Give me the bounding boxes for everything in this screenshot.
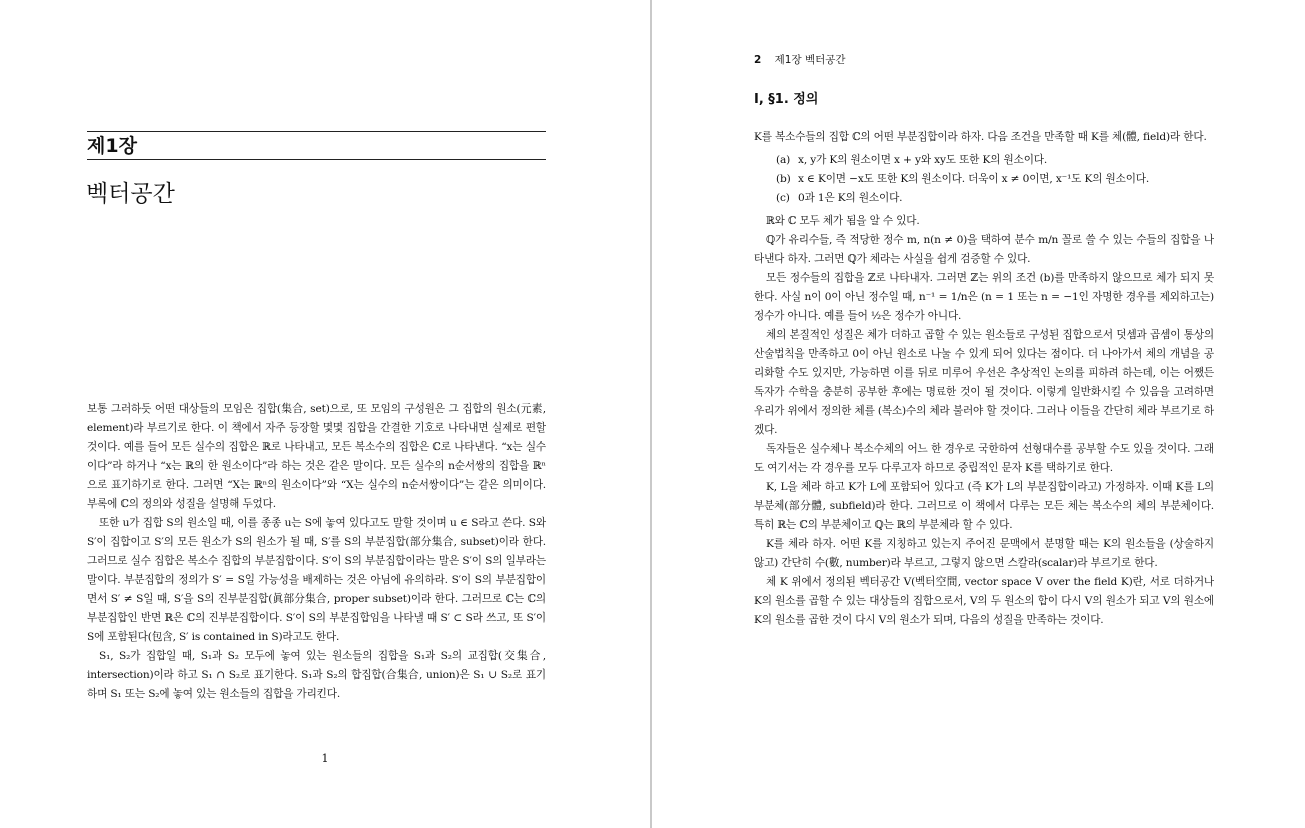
condition-text: x ∈ K이면 −x도 또한 K의 원소이다. 더욱이 x ≠ 0이면, x⁻¹도 K의 원소이다. bbox=[798, 173, 1150, 185]
page-number: 1 bbox=[321, 752, 329, 765]
paragraph: K, L을 체라 하고 K가 L에 포함되어 있다고 (즉 K가 L의 부분집합이라고) 가정하자. 이때 K를 L의 부분체(部分體, subfield)라 한다. 그러므로 이 책에서 다루는 모든 체는 복소수의 체의 부분체이다. 특히 ℝ는 ℂ의 부분체이고 ℚ는 ℝ의 부분체라 할 수 있다. bbox=[754, 481, 1214, 531]
condition-text: x, y가 K의 원소이면 x + y와 xy도 또한 K의 원소이다. bbox=[798, 154, 1048, 166]
paragraph: ℝ와 ℂ 모두 체가 됨을 알 수 있다. bbox=[766, 215, 920, 227]
section-heading: I, §1. 정의 bbox=[754, 92, 819, 107]
chapter-number: 제1장 bbox=[87, 135, 137, 157]
paragraph: 또한 u가 집합 S의 원소일 때, 이를 종종 u는 S에 놓여 있다고도 말할 것이며 u ∈ S라고 쓴다. S와 S′이 집합이고 S′의 모든 원소가 S의 원소가 될 때, S′를 S의 부분집합(部分集合, subset)이라 한다. 그러므로 실수 집합은 복소수 집합의 부분집합이다. S′이 S의 부분집합이라는 말은 S′이 S의 일부라는 말이다. 부분집합의 정의가 S′ = S일 가능성을 배제하는 것은 아님에 유의하라. S′이 S의 부분집합이면서 S′ ≠ S일 때, S′을 S의 진부분집합(眞部分集合, proper subset)이라 한다. 그러므로 ℂ는 ℂ의 부분집합인 반면 ℝ은 ℂ의 진부분집합이다. S′이 S의 부분집합임을 나타낼 때 S′ ⊂ S라 쓰고, 또 S′이 S에 포함된다(包含, S′ is contained in S)라고도 한다. bbox=[87, 517, 546, 643]
paragraph: 보통 그러하듯 어떤 대상들의 모임은 집합(集合, set)으로, 또 모임의 구성원은 그 집합의 원소(元素, element)라 부르기로 한다. 이 책에서 자주 등장할 몇몇 집합을 간결한 기호로 나타내면 실제로 편할 것이다. 예를 들어 모든 실수의 집합은 ℝ로 나타내고, 모든 복소수의 집합은 ℂ로 나타낸다. “x는 실수이다”라 하거나 “x는 ℝ의 한 원소이다”라 하는 것은 같은 말이다. 모든 실수의 n순서쌍의 집합을 ℝⁿ으로 표기하기로 한다. 그러면 “X는 ℝⁿ의 원소이다”와 “X는 실수의 n순서쌍이다”는 같은 의미이다. 부록에 ℂ의 정의와 성질을 설명해 두었다. bbox=[87, 403, 546, 510]
condition-text: 0과 1은 K의 원소이다. bbox=[798, 192, 903, 204]
condition-list bbox=[776, 151, 1214, 208]
paragraph: 독자들은 실수체나 복소수체의 어느 한 경우로 국한하여 선형대수를 공부할 수도 있을 것이다. 그래도 여기서는 각 경우를 모두 다루고자 하므로 중립적인 문자 K를 택하기로 한다. bbox=[754, 443, 1214, 474]
paragraph: S₁, S₂가 집합일 때, S₁과 S₂ 모두에 놓여 있는 원소들의 집합을 S₁과 S₂의 교집합(交集合, intersection)이라 하고 S₁ ∩ S₂로 표기한다. S₁과 S₂의 합집합(合集合, union)은 S₁ ∪ S₂로 표기하며 S₁ 또는 S₂에 놓여 있는 원소들의 집합을 가리킨다. bbox=[87, 650, 546, 700]
left-page bbox=[0, 0, 650, 828]
chapter-title: 벡터공간 bbox=[86, 181, 175, 207]
condition-label: (c) bbox=[776, 192, 790, 204]
paragraph: 체 K 위에서 정의된 벡터공간 V(벡터空間, vector space V over the field K)란, 서로 더하거나 K의 원소를 곱할 수 있는 대상들의 집합으로서, V의 두 원소의 합이 다시 V의 원소가 되고 V의 원소에 K의 원소를 곱한 것이 다시 V의 원소가 되며, 다음의 성질을 만족하는 것이다. bbox=[754, 576, 1214, 626]
condition-item bbox=[776, 170, 1214, 189]
paragraph: K를 체라 하자. 어떤 K를 지칭하고 있는지 주어진 문맥에서 분명할 때는 K의 원소들을 (상술하지 않고) 간단히 수(數, number)라 부르고, 그렇지 않으면 스칼라(scalar)라 부르기로 한다. bbox=[754, 538, 1214, 569]
running-head-title: 제1장 벡터공간 bbox=[774, 54, 846, 66]
condition-label: (b) bbox=[776, 173, 791, 185]
condition-item bbox=[776, 189, 1214, 208]
paragraph: 모든 정수들의 집합을 ℤ로 나타내자. 그러면 ℤ는 위의 조건 (b)를 만족하지 않으므로 체가 되지 못한다. 사실 n이 0이 아닌 정수일 때, n⁻¹ = 1/n은 (n = 1 또는 n = −1인 자명한 경우를 제외하고는) 정수가 아니다. 예를 들어 ½은 정수가 아니다. bbox=[754, 272, 1214, 322]
right-body-text bbox=[754, 128, 1214, 630]
right-page bbox=[652, 0, 1305, 828]
paragraph: ℚ가 유리수들, 즉 적당한 정수 m, n(n ≠ 0)을 택하여 분수 m/n 꼴로 쓸 수 있는 수들의 집합을 나타낸다 하자. 그러면 ℚ가 체라는 사실을 쉽게 검증할 수 있다. bbox=[754, 234, 1214, 265]
chapter-rule-top bbox=[87, 131, 546, 132]
chapter-rule-bottom bbox=[87, 159, 546, 160]
paragraph-intro: K를 복소수들의 집합 ℂ의 어떤 부분집합이라 하자. 다음 조건을 만족할 때 K를 체(體, field)라 한다. bbox=[754, 131, 1207, 143]
paragraph: 체의 본질적인 성질은 체가 더하고 곱할 수 있는 원소들로 구성된 집합으로서 덧셈과 곱셈이 통상의 산술법칙을 만족하고 0이 아닌 원소로 나눌 수 있게 되어 있다는 점이다. 더 나아가서 체의 개념을 공리화할 수도 있지만, 가능하면 이를 뒤로 미루어 우선은 추상적인 논의를 피하려 하는데, 이는 어쨌든 독자가 수학을 충분히 공부한 후에는 명료한 것이 될 것이다. 이렇게 일반화시킬 수 있음을 고려하면 우리가 위에서 정의한 체를 (복소)수의 체라 불러야 할 것이다. 그러나 이들을 간단히 체라 부르기로 하겠다. bbox=[754, 329, 1214, 436]
condition-label: (a) bbox=[776, 154, 791, 166]
running-head bbox=[754, 52, 846, 67]
running-head-page-number: 2 bbox=[754, 54, 762, 66]
condition-item bbox=[776, 151, 1214, 170]
left-body-text bbox=[87, 400, 546, 704]
